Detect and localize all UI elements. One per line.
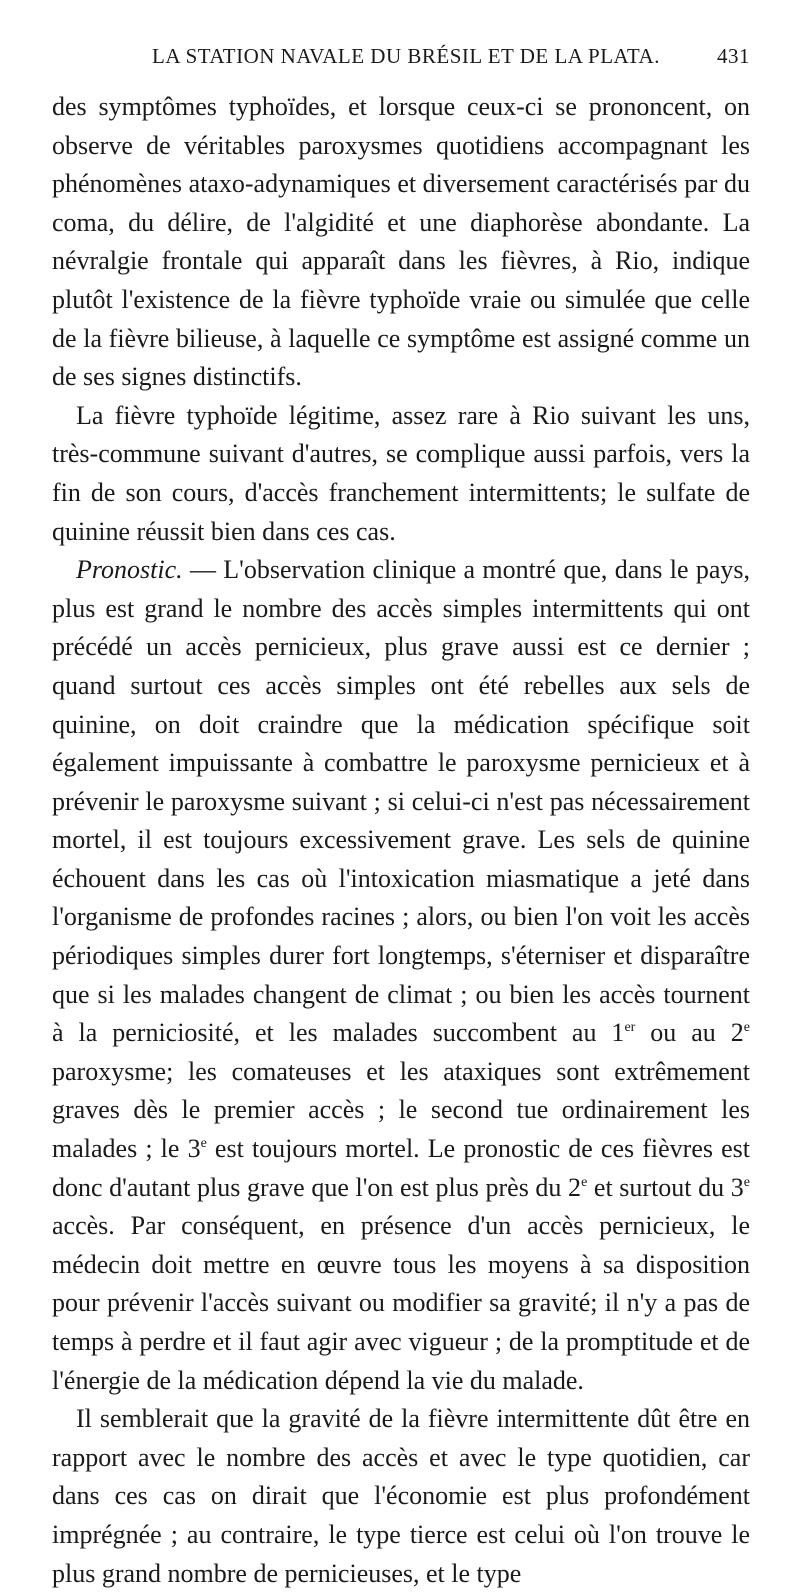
paragraph-text: accès. Par conséquent, en présence d'un accès pernicieux, le médecin doit mettre en œuvre tous les moyens à sa disposition pour prévenir l'accès suivant ou modifier sa gravité; il n'y a pas de temps à perdre et il faut agir avec vigueur ; de la promptitude et de l'énergie de la médication dépend la vie du malade.: [52, 1211, 750, 1395]
paragraph-text: et surtout du 3: [587, 1172, 744, 1202]
superscript: e: [743, 1020, 751, 1036]
superscript: er: [624, 1020, 636, 1036]
paragraph-text: paroxysme; les comateuses et les ataxiques sont extrêmement graves dès le premier accès ; le second tue ordinairement les malades ; le 3: [52, 1056, 750, 1164]
paragraph-text: des symptômes typhoïdes, et lorsque ceux-ci se prononcent, on observe de véritables paroxysmes quotidiens accompagnant les phénomènes ataxo-adynamiques et diversement caractérisés par du coma, du délire, de l'algidité et une diaphorèse abondante. La névralgie frontale qui apparaît dans les fièvres, à Rio, indique plutôt l'existence de la fièvre typhoïde vraie ou simulée que celle de la fièvre bilieuse, à laquelle ce symptôme est assigné comme un de ses signes distinctifs.: [52, 92, 750, 392]
paragraph-text: est toujours mortel. Le pronostic de ces fièvres est donc d'autant plus grave que l'on est plus près du 2: [52, 1134, 750, 1202]
running-header: [52, 44, 750, 86]
superscript: e: [200, 1136, 207, 1152]
paragraph-typhoid: [52, 397, 750, 551]
paragraph-pronostic: [52, 551, 750, 1400]
paragraph-text: ou au 2: [635, 1018, 744, 1048]
paragraph-gravity: [52, 1400, 750, 1593]
superscript: e: [581, 1174, 588, 1190]
running-title: LA STATION NAVALE DU BRÉSIL ET DE LA PLATA.: [152, 44, 660, 68]
page-number: 431: [717, 44, 750, 68]
paragraph-text: La fièvre typhoïde légitime, assez rare à Rio suivant les uns, très-commune suivant d'autres, se complique aussi parfois, vers la fin de son cours, d'accès franchement intermittents; le sulfate de quinine réussit bien dans ces cas.: [52, 400, 750, 546]
section-heading-pronostic: Pronostic.: [76, 555, 183, 585]
superscript: e: [743, 1174, 750, 1190]
paragraph-text: Il semblerait que la gravité de la fièvre intermittente dût être en rapport avec le nombre des accès et avec le type quotidien, car dans ces cas on dirait que l'économie est plus profondément imprégnée ; au contraire, le type tierce est celui où l'on trouve le plus grand nombre de pernicieuses, et le type: [52, 1404, 750, 1588]
paragraph-text: — L'observation clinique a montré que, dans le pays, plus est grand le nombre des accès simples intermittents qui ont précédé un accès pernicieux, plus grave aussi est ce dernier ; quand surtout ces accès simples ont été rebelles aux sels de quinine, on doit craindre que la médication spécifique soit également impuissante à combattre le paroxysme pernicieux et à prévenir le paroxysme suivant ; si celui-ci n'est pas nécessairement mortel, il est toujours excessivement grave. Les sels de quinine échouent dans les cas où l'intoxication miasmatique a jeté dans l'organisme de profondes racines ; alors, ou bien l'on voit les accès périodiques simples durer fort longtemps, s'éterniser et disparaître que si les malades changent de climat ; ou bien les accès tournent à la perniciosité, et les malades succombent au 1: [52, 555, 750, 1048]
paragraph-continuation: [52, 88, 750, 397]
body-text: [52, 88, 750, 1593]
